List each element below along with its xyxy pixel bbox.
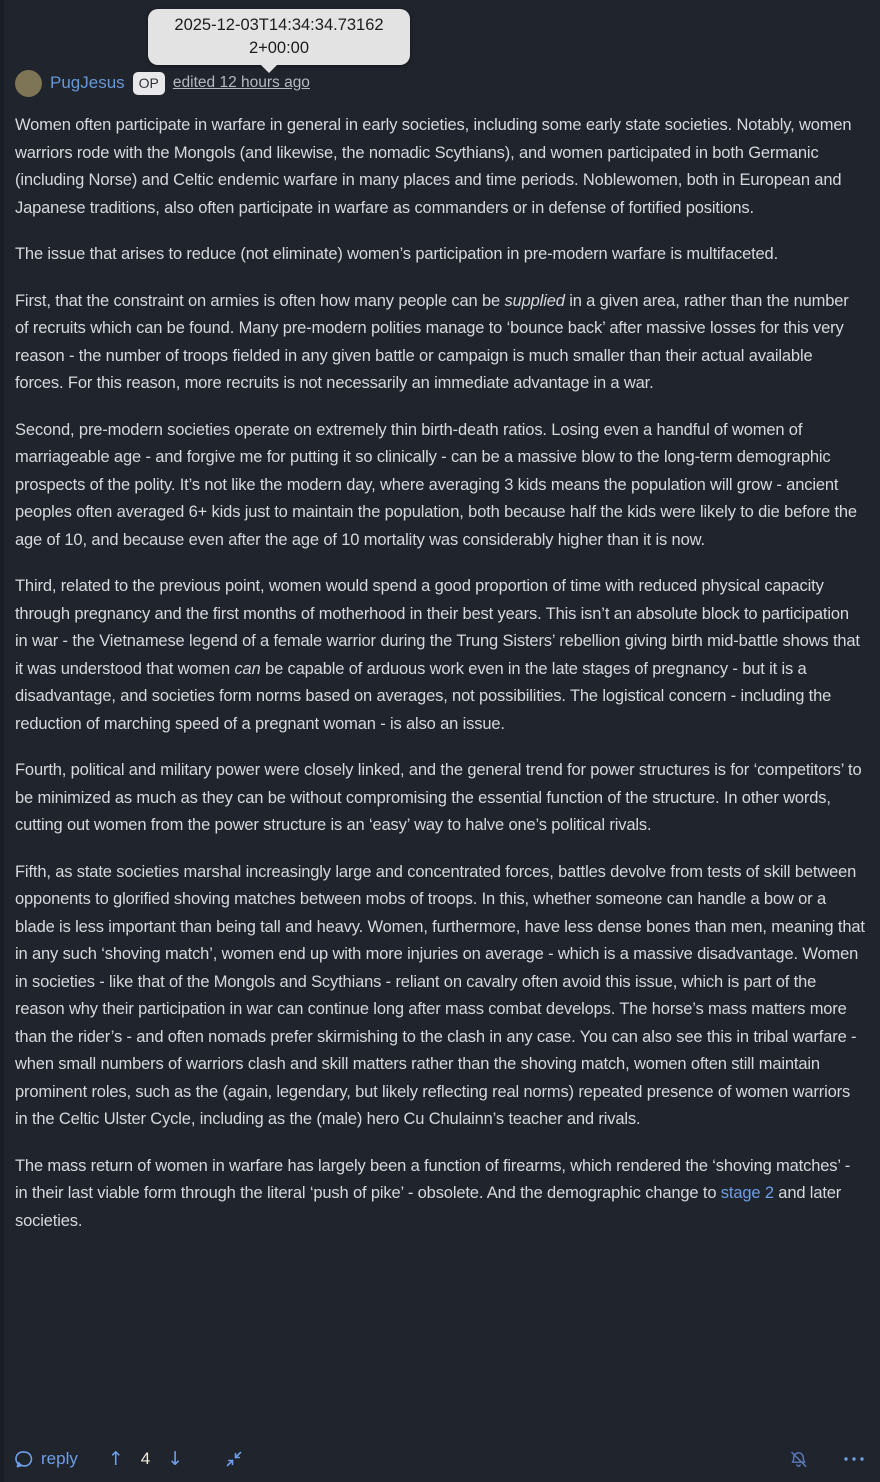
paragraph-firearms-return: [15, 1153, 865, 1236]
edited-timestamp-link[interactable]: edited 12 hours ago: [172, 74, 310, 91]
username-link[interactable]: PugJesus: [50, 73, 125, 92]
paragraph-fifth-shoving: [15, 859, 865, 1134]
paragraph-text: The issue that arises to reduce (not eliminate) women’s participation in pre-modern warfare is multifaceted.: [15, 245, 779, 263]
paragraph-women-warfare: [15, 112, 865, 222]
mute-notifications-button[interactable]: [788, 1449, 809, 1470]
more-options-button[interactable]: [843, 1456, 865, 1462]
collapse-comment-button[interactable]: [225, 1450, 243, 1468]
paragraph-text: Second, pre-modern societies operate on extremely thin birth-death ratios. Losing even a handful of women of marriageable age - and forgive me for putting it so clinically - can be a massive blow to the long-term demographic prospects of the polity. It’s not like the modern day, where averaging 3 kids means the population will grow - ancient peoples often averaged 6+ kids just to maintain the population, both because half the kids were likely to die before the age of 10, and because even after the age of 10 mortality was considerably higher than it is now.: [15, 420, 857, 549]
paragraph-text: and later societies.: [15, 1184, 842, 1230]
timestamp-line2: 2+00:00: [248, 39, 310, 57]
downvote-button[interactable]: ↓: [167, 1448, 184, 1470]
bell-slash-icon: [788, 1449, 809, 1470]
paragraph-text: Fourth, political and military power were closely linked, and the general trend for power structures is for ‘competitors’ to be minimized as much as they can be without compromising the essential function of the structure. In other words, cutting out women from the power structure is an ‘easy’ way to halve one’s political rivals.: [15, 761, 862, 834]
footer-right-actions: [788, 1449, 865, 1470]
comment-header: [15, 68, 865, 98]
avatar[interactable]: [15, 70, 42, 97]
comment-actions-bar: [15, 1442, 865, 1476]
timestamp-line1: 2025-12-03T14:34:34.73162: [174, 16, 384, 34]
paragraph-fourth-power: [15, 757, 865, 840]
paragraph-third-pregnancy: [15, 573, 865, 738]
paragraph-text: Third, related to the previous point, women would spend a good proportion of time with reduced physical capacity through pregnancy and the first months of motherhood in their best years. This isn’t an absolute block to participation in war - the Vietnamese legend of a female warrior during the Trung Sisters’ rebellion giving birth mid-battle shows that it was understood that women: [15, 577, 860, 678]
vote-score: 4: [140, 1449, 151, 1468]
italic-can: can: [234, 659, 261, 678]
collapse-arrows-icon: [225, 1450, 243, 1468]
paragraph-second-demographics: [15, 417, 865, 555]
paragraph-text: be capable of arduous work even in the late stages of pregnancy - but it is a disadvantage, and societies form norms based on averages, not possibilities. The logistical concern - including the reduction of marching speed of a pregnant woman - is also an issue.: [15, 659, 832, 733]
reply-label: reply: [41, 1449, 78, 1468]
paragraph-text: The mass return of women in warfare has largely been a function of firearms, which rendered the ‘shoving matches’ - in their last viable form through the literal ‘push of pike’ - obsolete. And the demographic change to: [15, 1156, 851, 1202]
timestamp-tooltip: [148, 9, 410, 65]
paragraph-first-supply: [15, 288, 865, 398]
paragraph-text: First, that the constraint on armies is often how many people can be: [15, 291, 505, 310]
comment-body: [15, 112, 865, 1235]
ellipsis-icon: [843, 1456, 865, 1462]
upvote-button[interactable]: ↑: [107, 1448, 124, 1470]
paragraph-issue-multifaceted: [15, 241, 865, 269]
speech-bubble-icon: [15, 1450, 34, 1469]
op-badge: OP: [133, 72, 165, 95]
paragraph-text: Fifth, as state societies marshal increasingly large and concentrated forces, battles devolve from tests of skill between opponents to glorified shoving matches between mobs of troops. In this, whether someone can handle a bow or a blade is less important than being tall and heavy. Women, furthermore, have less dense bones than men, meaning that in any such ‘shoving match’, women end up with more injuries on average - which is a massive disadvantage. Women in societies - like that of the Mongols and Scythians - reliant on cavalry often avoid this issue, which is part of the reason why their participation in war can continue long after mass combat develops. The horse’s mass matters more than the rider’s - and often nomads prefer skirmishing to the clash in any case. You can also see this in tribal warfare - when small numbers of warriors clash and skill matters rather than the shoving match, women often still maintain prominent roles, such as the (again, legendary, but likely reflecting real norms) repeated presence of women warriors in the Celtic Ulster Cycle, including as the (male) hero Cu Chulainn’s teacher and rivals.: [15, 862, 865, 1128]
paragraph-text: in a given area, rather than the number of recruits which can be found. Many pre-modern polities manage to ‘bounce back’ after massive losses for this very reason - the number of troops fielded in any given battle or campaign is much smaller than their actual available forces. For this reason, more recruits is not necessarily an immediate advantage in a war.: [15, 291, 849, 392]
italic-supplied: supplied: [504, 291, 565, 310]
stage-2-link[interactable]: stage 2: [720, 1184, 774, 1202]
reply-button[interactable]: [15, 1449, 78, 1469]
tooltip-arrow: [260, 64, 278, 73]
paragraph-text: Women often participate in warfare in general in early societies, including some early state societies. Notably, women warriors rode with the Mongols (and likewise, the nomadic Scythians), and women participated in both Germanic (including Norse) and Celtic endemic warfare in many places and time periods. Noblewomen, both in European and Japanese traditions, also often participate in warfare as commanders or in defense of fortified positions.: [15, 116, 852, 217]
